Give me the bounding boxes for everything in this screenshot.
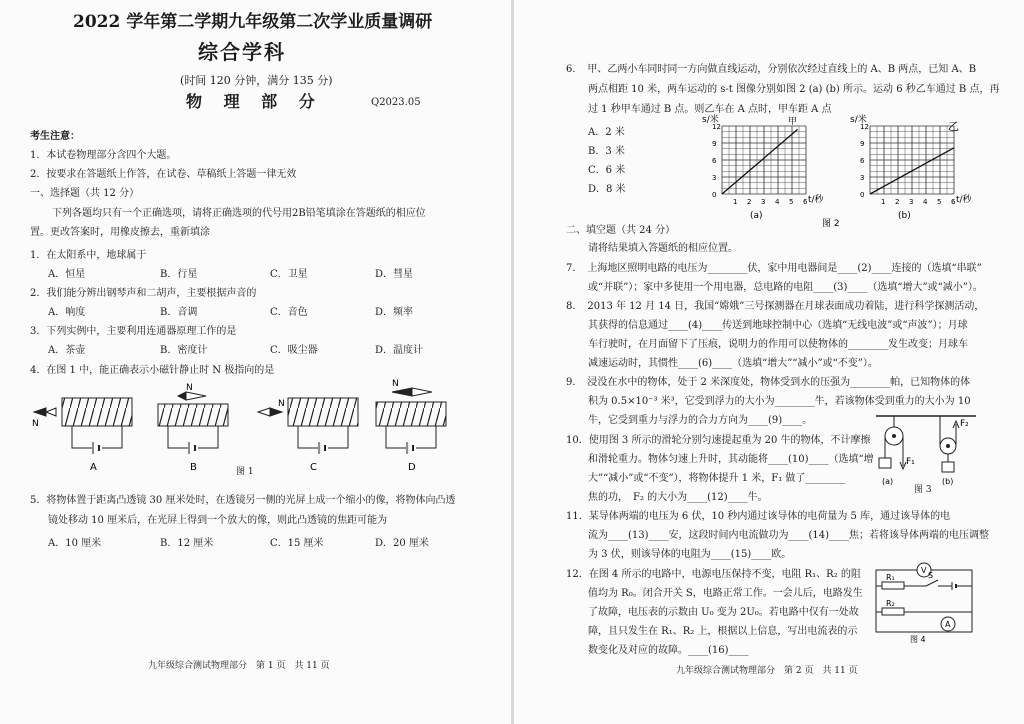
question-7: 或“并联”）；家中多使用一个用电器，总电路的电阻____(3)____（选填“增大”或“减小”）。	[588, 282, 983, 293]
question-9: 积为 0.5×10⁻³ 米³，它受到浮力的大小为________牛，若该物体受到重力的大小为 10	[588, 396, 971, 407]
force-f2-label: F₂	[960, 419, 969, 429]
q1-option: A．恒星	[48, 269, 86, 280]
question-12: 数变化及对应的故障。____(16)____	[588, 645, 749, 656]
x-tick-label: 5	[937, 198, 942, 206]
x-tick-label: 1	[733, 198, 738, 206]
question-1-stem: 1．在太阳系中，地球属于	[30, 250, 147, 261]
fig1-label-d: D	[408, 462, 416, 473]
figure-4-circuit	[866, 556, 986, 646]
figure-1-solenoids	[30, 378, 470, 478]
section-title: 物 理 部 分	[186, 92, 323, 111]
solenoid-d	[376, 379, 446, 454]
q6-option: B．3 米	[588, 146, 625, 157]
x-tick-label: 1	[881, 198, 886, 206]
x-tick-label: 4	[775, 198, 780, 206]
question-12: 值均为 R₀。闭合开关 S，电路正常工作。一会儿后，电路发生	[588, 588, 863, 599]
y-tick-label: 0	[860, 191, 865, 199]
q3-option: A．茶壶	[48, 345, 86, 356]
question-9: 9． 浸没在水中的物体，处于 2 米深度处，物体受到水的压强为________帕，已知物体的体	[566, 377, 971, 388]
question-11: 11．某导体两端的电压为 6 伏，10 秒内通过该导体的电荷量为 5 库，通过该导体的电	[566, 511, 951, 522]
page-footer: 九年级综合测试物理部分 第 1 页 共 11 页	[148, 661, 330, 671]
q2-option: D．频率	[375, 307, 414, 318]
graph-a-caption: (a)	[750, 211, 763, 221]
x-tick-label: 4	[923, 198, 928, 206]
question-12: 了故障，电压表的示数由 U₀ 变为 2U₀。若电路中仅有一处故	[588, 607, 859, 618]
r1-label: R₁	[886, 573, 895, 582]
solenoid-c	[258, 398, 358, 454]
y-tick-label: 0	[712, 191, 717, 199]
q3-option: D．温度计	[375, 345, 424, 356]
x-tick-label: 3	[761, 198, 766, 206]
q6-option: D．8 米	[588, 184, 626, 195]
solenoid-a	[32, 398, 132, 454]
q5-option: C．15 厘米	[270, 538, 324, 549]
part2-instruction: 请将结果填入答题纸的相应位置。	[588, 243, 738, 254]
s-t-line	[722, 129, 798, 194]
x-tick-label: 5	[789, 198, 794, 206]
exam-page-1	[0, 0, 511, 724]
q5-option: A．10 厘米	[48, 538, 102, 549]
switch-s	[926, 580, 938, 586]
y-tick-label: 12	[860, 123, 869, 131]
movable-pulley	[940, 416, 969, 486]
notice-item: 2．按要求在答题纸上作答，在试卷、草稿纸上答题一律无效	[30, 169, 297, 180]
question-8: 其获得的信息通过____(4)____传送到地球控制中心（选填“无线电波”或“声波”）；月球	[588, 320, 968, 331]
resistor-r2	[882, 608, 904, 615]
needle-n-label: N	[278, 399, 285, 409]
fig3-label-a: (a)	[882, 477, 894, 486]
resistor-r1	[882, 582, 904, 589]
r2-label: R₂	[886, 599, 895, 608]
question-4-stem: 4．在图 1 中，能正确表示小磁针静止时 N 极指向的是	[30, 365, 275, 376]
solenoid-b	[158, 383, 228, 454]
y-tick-label: 12	[712, 123, 721, 131]
question-6-stem: 两点相距 10 米，两车运动的 s-t 图像分别如图 2 (a) (b) 所示。运动 6 秒乙车通过 B 点，再	[588, 84, 1000, 95]
question-12: 障，且只发生在 R₁、R₂ 上，根据以上信息，写出电流表的示	[588, 626, 858, 637]
q2-option: C．音色	[270, 307, 308, 318]
part1-instruction: 下列各题均只有一个正确选项，请将正确选项的代号用2B铅笔填涂在答题纸的相应位	[52, 208, 426, 219]
q1-option: D．彗星	[375, 269, 414, 280]
voltmeter-label: V	[921, 566, 927, 575]
graph-a	[702, 113, 825, 221]
needle-n-label: N	[392, 379, 399, 389]
figure-2-graphs	[702, 115, 1010, 233]
exam-page-2	[514, 0, 1024, 724]
q2-option: A．响度	[48, 307, 86, 318]
q5-option: D．20 厘米	[375, 538, 429, 549]
q6-option: C．6 米	[588, 165, 626, 176]
question-2-stem: 2．我们能分辨出钢琴声和二胡声，主要根据声音的	[30, 288, 257, 299]
question-5-stem: 5．将物体置于距离凸透镜 30 厘米处时，在透镜另一侧的光屏上成一个缩小的像，将物体向凸透	[30, 495, 456, 506]
x-tick-label: 6	[803, 198, 808, 206]
part1-heading: 一、选择题（共 12 分）	[30, 188, 140, 199]
needle-n-label: N	[32, 419, 39, 429]
q1-option: C．卫星	[270, 269, 308, 280]
question-6-stem: 过 1 秒甲车通过 B 点。则乙车在 A 点时，甲车距 A 点	[588, 104, 832, 115]
graph-b-y-label: s/米	[850, 115, 867, 125]
fixed-pulley	[879, 416, 915, 486]
part1-instruction: 置。更改答案时，用橡皮擦去，重新填涂	[30, 227, 210, 238]
notice-item: 1．本试卷物理部分含四个大题。	[30, 150, 177, 161]
graph-b	[850, 113, 973, 221]
exam-title: 2022 学年第二学期九年级第二次学业质量调研	[73, 12, 433, 32]
question-8: 减速运动时，其惯性____(6)____（选填“增大”“减小”或“不变”）。	[588, 358, 878, 369]
q6-option: A．2 米	[588, 127, 625, 138]
ammeter-label: A	[945, 620, 951, 629]
x-tick-label: 2	[747, 198, 752, 206]
question-6-stem: 6． 甲、乙两小车同时同一方向做直线运动，分别依次经过直线上的 A、B 两点，已知 A、B	[566, 64, 977, 75]
notice-heading: 考生注意：	[30, 131, 80, 142]
time-info: (时间 120 分钟，满分 135 分)	[180, 74, 333, 87]
figure-4-caption: 图 4	[910, 635, 926, 644]
q3-option: B．密度计	[160, 345, 208, 356]
fig1-label-a: A	[90, 462, 97, 473]
needle-n-label: N	[186, 383, 193, 393]
figure-1-caption: 图 1	[236, 467, 254, 477]
graph-b-caption: (b)	[898, 211, 911, 221]
question-5-stem: 镜处移动 10 厘米后，在光屏上得到一个放大的像，则此凸透镜的焦距可能为	[48, 515, 388, 526]
graph-a-x-label: t/秒	[808, 195, 824, 205]
switch-label: S	[928, 571, 934, 580]
y-tick-label: 6	[712, 157, 717, 165]
question-8: 车行驶时，在月面留下了压痕，说明力的作用可以使物体的________发生改变；月球车	[588, 339, 968, 350]
x-tick-label: 2	[895, 198, 900, 206]
y-tick-label: 6	[860, 157, 865, 165]
question-7: 7． 上海地区照明电路的电压为________伏，家中用电器间是____(2)____连接的（选填“串联”	[566, 263, 982, 274]
q3-option: C．吸尘器	[270, 345, 318, 356]
paper-code: Q2023.05	[371, 97, 421, 108]
q2-option: B．音调	[160, 307, 198, 318]
question-10: 大”“减小”或“不变”），将物体提升 1 米，F₁ 做了________	[588, 473, 846, 484]
y-tick-label: 3	[860, 174, 865, 182]
y-tick-label: 9	[712, 140, 717, 148]
question-12: 12．在图 4 所示的电路中，电源电压保持不变，电阻 R₁、R₂ 的阻	[566, 569, 861, 580]
x-tick-label: 3	[909, 198, 914, 206]
fig1-label-c: C	[310, 462, 317, 473]
force-f1-label: F₁	[906, 457, 915, 467]
question-8: 8． 2013 年 12 月 14 日，我国“嫦娥”三号探测器在月球表面成功着陆，进行科学探测活动，	[566, 301, 985, 312]
q1-option: B．行星	[160, 269, 198, 280]
q5-option: B．12 厘米	[160, 538, 214, 549]
question-9: 牛，它受到重力与浮力的合力方向为____(9)____。	[588, 415, 813, 426]
y-tick-label: 9	[860, 140, 865, 148]
part2-heading: 二、填空题（共 24 分）	[566, 225, 676, 236]
page-footer: 九年级综合测试物理部分 第 2 页 共 11 页	[676, 666, 858, 676]
y-tick-label: 3	[712, 174, 717, 182]
question-11: 为 3 伏，则该导体的电阻为____(15)____欧。	[588, 549, 792, 560]
question-3-stem: 3．下列实例中，主要利用连通器原理工作的是	[30, 326, 237, 337]
graph-a-name: 甲	[788, 117, 798, 127]
fig3-label-b: (b)	[942, 477, 954, 486]
question-10: 焦的功， F₂ 的大小为____(12)____牛。	[588, 492, 768, 503]
question-10: 10．使用图 3 所示的滑轮分别匀速提起重为 20 牛的物体，不计摩擦	[566, 435, 871, 446]
fig1-label-b: B	[190, 462, 197, 473]
graph-a-y-label: s/米	[702, 115, 719, 125]
exam-subject: 综合学科	[198, 40, 286, 64]
question-10: 和滑轮重力。物体匀速上升时，其动能将____(10)____（选填“增	[588, 454, 874, 465]
x-tick-label: 6	[951, 198, 956, 206]
graph-b-name: 乙	[948, 120, 959, 133]
figure-2-caption: 图 2	[822, 219, 840, 229]
graph-b-x-label: t/秒	[956, 195, 972, 205]
question-11: 流为____(13)____安，这段时间内电流做功为____(14)____焦；若将该导体两端的电压调整	[588, 530, 990, 541]
figure-3-caption: 图 3	[914, 485, 932, 495]
